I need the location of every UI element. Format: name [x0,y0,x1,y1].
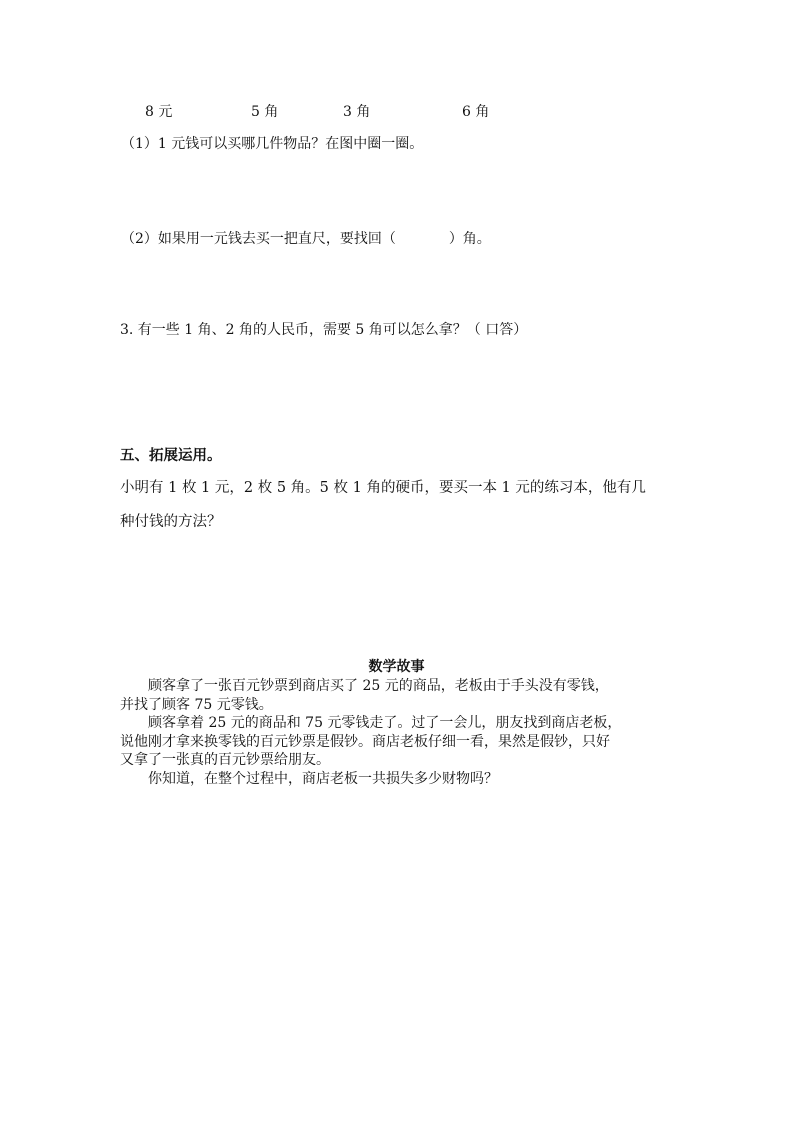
story-question-line: 你知道，在整个过程中，商店老板一共损失多少财物吗？ [148,770,498,787]
question-3: 3. 有一些 1 角、2 角的人民币，需要 5 角可以怎么拿？（ 口答） [120,322,528,338]
price-label: 3 角 [343,104,371,120]
price-label: 5 角 [251,104,279,120]
price-label: 6 角 [462,104,490,120]
story-body [120,677,680,788]
price-label: 8 元 [145,104,173,120]
story-paragraph-line: 并找了顾客 75 元零钱。 [120,696,273,713]
question-2-part-2 [121,230,491,248]
story-title: 数学故事 [368,659,425,675]
section-5-title: 五、拓展运用。 [120,448,222,464]
story-paragraph-line: 又拿了一张真的百元钞票给朋友。 [120,752,330,768]
section-5-question-line: 小明有 1 枚 1 元，2 枚 5 角。5 枚 1 角的硬币，要买一本 1 元的练习本，他有几 [120,480,646,496]
section-5-question-line: 种付钱的方法？ [120,514,222,530]
question-2-part-2-text: （2）如果用一元钱去买一把直尺，要找回（ [121,231,396,247]
story-paragraph-line: 说他刚才拿来换零钱的百元钞票是假钞。商店老板仔细一看，果然是假钞，只好 [120,733,610,750]
story-paragraph-line: 顾客拿着 25 元的商品和 75 元零钱走了。过了一会儿，朋友找到商店老板， [148,715,622,731]
question-2-part-1: （1）1 元钱可以买哪几件物品？在图中圈一圈。 [121,136,424,152]
question-2-part-2-unit: ）角。 [448,231,491,247]
story-paragraph-line: 顾客拿了一张百元钞票到商店买了 25 元的商品，老板由于手头没有零钱， [148,678,609,694]
